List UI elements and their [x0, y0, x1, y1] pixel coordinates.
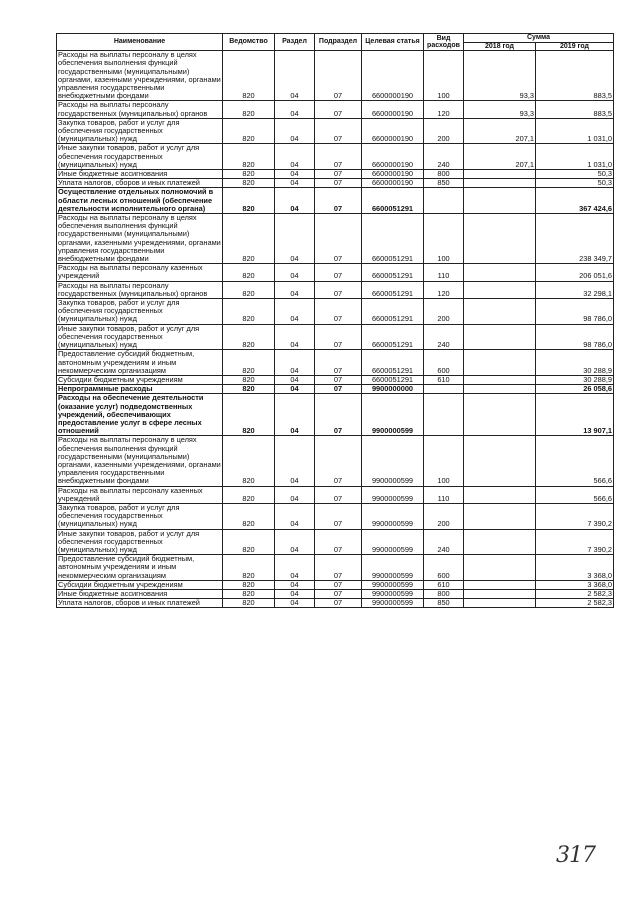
row-sum-2018 [464, 394, 536, 436]
row-name: Предоставление субсидий бюджетным, автономным учреждениям и иным некоммерческим организациям [57, 555, 223, 581]
row-section: 04 [275, 350, 315, 376]
row-sum-2018 [464, 170, 536, 179]
row-sum-2019: 98 786,0 [536, 324, 614, 350]
row-dept: 820 [223, 299, 275, 325]
row-kind: 800 [424, 589, 464, 598]
row-sum-2019: 1 031,0 [536, 144, 614, 170]
row-dept: 820 [223, 324, 275, 350]
table-row [57, 324, 614, 350]
row-dept: 820 [223, 350, 275, 376]
row-name: Субсидии бюджетным учреждениям [57, 580, 223, 589]
row-sum-2018 [464, 188, 536, 214]
table-row [57, 118, 614, 144]
row-dept: 820 [223, 503, 275, 529]
row-sum-2019: 30 288,9 [536, 350, 614, 376]
row-kind: 800 [424, 170, 464, 179]
row-sum-2019: 3 368,0 [536, 555, 614, 581]
table-row [57, 529, 614, 555]
row-kind: 120 [424, 101, 464, 118]
row-name: Расходы на выплаты персоналу в целях обеспечения выполнения функций государственными (муниципальными) органами, казенными учреждениями, органами управления государственными внебюджетными фондами [58, 50, 221, 101]
row-name: Закупка товаров, работ и услуг для обеспечения государственных (муниципальных) нужд [57, 299, 223, 325]
row-sum-2019: 98 786,0 [536, 299, 614, 325]
row-target: 9900000599 [362, 436, 424, 486]
row-sum-2019: 206 051,6 [536, 264, 614, 281]
row-sum-2019: 3 368,0 [536, 580, 614, 589]
row-dept: 820 [223, 529, 275, 555]
row-sum-2018 [464, 324, 536, 350]
row-name: Уплата налогов, сборов и иных платежей [57, 179, 223, 188]
row-section: 04 [275, 51, 315, 101]
row-section: 04 [275, 179, 315, 188]
row-section: 04 [275, 580, 315, 589]
header-subsection: Подраздел [315, 34, 362, 51]
row-kind: 850 [424, 599, 464, 608]
row-target: 6600051291 [362, 281, 424, 298]
row-sum-2018 [464, 436, 536, 486]
table-row [57, 503, 614, 529]
row-target: 6600051291 [362, 350, 424, 376]
row-section: 04 [275, 436, 315, 486]
row-subsection: 07 [315, 599, 362, 608]
row-sum-2019: 883,5 [536, 51, 614, 101]
row-name: Осуществление отдельных полномочий в области лесных отношений (обеспечение деятельности исполнительного органа) [57, 188, 223, 214]
table-row [57, 599, 614, 608]
row-sum-2019: 883,5 [536, 101, 614, 118]
row-sum-2019: 13 907,1 [536, 394, 614, 436]
row-name: Иные закупки товаров, работ и услуг для обеспечения государственных (муниципальных) нужд [57, 529, 223, 555]
row-kind [424, 188, 464, 214]
row-kind [424, 394, 464, 436]
header-kind: Вид расходов [424, 34, 464, 51]
row-target: 6600000190 [362, 51, 424, 101]
row-target: 9900000599 [362, 486, 424, 503]
table-row [57, 188, 614, 214]
table-row [57, 101, 614, 118]
row-section: 04 [275, 529, 315, 555]
row-target: 9900000599 [362, 589, 424, 598]
budget-table [56, 33, 614, 608]
row-section: 04 [275, 599, 315, 608]
row-target: 9900000599 [362, 555, 424, 581]
row-kind: 120 [424, 281, 464, 298]
table-body [57, 51, 614, 608]
row-subsection: 07 [315, 529, 362, 555]
row-sum-2018 [464, 503, 536, 529]
row-subsection: 07 [315, 555, 362, 581]
row-kind: 240 [424, 529, 464, 555]
row-subsection: 07 [315, 188, 362, 214]
row-subsection: 07 [315, 580, 362, 589]
row-sum-2019: 2 582,3 [536, 599, 614, 608]
row-dept: 820 [223, 144, 275, 170]
row-sum-2018 [464, 529, 536, 555]
row-section: 04 [275, 324, 315, 350]
row-sum-2018: 93,3 [464, 101, 536, 118]
row-target: 6600000190 [362, 170, 424, 179]
row-sum-2019: 26 058,6 [536, 385, 614, 394]
row-name: Закупка товаров, работ и услуг для обеспечения государственных (муниципальных) нужд [57, 118, 223, 144]
row-dept: 820 [223, 118, 275, 144]
row-sum-2018: 207,1 [464, 118, 536, 144]
table-row [57, 436, 614, 486]
row-target: 6600051291 [362, 264, 424, 281]
header-dept: Ведомство [223, 34, 275, 51]
row-kind: 200 [424, 118, 464, 144]
row-name: Расходы на выплаты персоналу государственных (муниципальных) органов [57, 281, 223, 298]
table-row [57, 264, 614, 281]
row-subsection: 07 [315, 299, 362, 325]
row-sum-2018 [464, 589, 536, 598]
row-name: Субсидии бюджетным учреждениям [57, 375, 223, 384]
table-row [57, 555, 614, 581]
row-subsection: 07 [315, 281, 362, 298]
row-kind [424, 385, 464, 394]
row-section: 04 [275, 299, 315, 325]
row-subsection: 07 [315, 264, 362, 281]
row-target: 6600051291 [362, 375, 424, 384]
row-sum-2019: 30 288,9 [536, 375, 614, 384]
row-sum-2018: 93,3 [464, 51, 536, 101]
row-name: Расходы на выплаты персоналу в целях обеспечения выполнения функций государственными (муниципальными) органами, казенными учреждениями, органами управления государственными внебюджетными фондами [58, 435, 221, 486]
row-kind: 200 [424, 299, 464, 325]
row-subsection: 07 [315, 51, 362, 101]
row-target: 6600051291 [362, 214, 424, 264]
row-subsection: 07 [315, 486, 362, 503]
row-section: 04 [275, 385, 315, 394]
row-section: 04 [275, 394, 315, 436]
row-sum-2019: 7 390,2 [536, 503, 614, 529]
row-subsection: 07 [315, 324, 362, 350]
row-kind: 610 [424, 580, 464, 589]
row-section: 04 [275, 486, 315, 503]
row-sum-2018 [464, 385, 536, 394]
row-kind: 100 [424, 51, 464, 101]
row-subsection: 07 [315, 503, 362, 529]
row-kind: 610 [424, 375, 464, 384]
row-sum-2018 [464, 486, 536, 503]
row-target: 6600000190 [362, 101, 424, 118]
row-dept: 820 [223, 385, 275, 394]
row-section: 04 [275, 281, 315, 298]
table-row [57, 394, 614, 436]
table-row [57, 350, 614, 376]
row-name: Расходы на выплаты персоналу государственных (муниципальных) органов [57, 101, 223, 118]
row-name: Уплата налогов, сборов и иных платежей [57, 599, 223, 608]
row-subsection: 07 [315, 144, 362, 170]
table-row [57, 144, 614, 170]
row-section: 04 [275, 555, 315, 581]
row-name: Закупка товаров, работ и услуг для обеспечения государственных (муниципальных) нужд [57, 503, 223, 529]
header-sum: Сумма [464, 34, 614, 43]
row-subsection: 07 [315, 101, 362, 118]
row-section: 04 [275, 214, 315, 264]
row-target: 6600000190 [362, 179, 424, 188]
header-2018: 2018 год [464, 42, 536, 51]
row-kind: 110 [424, 486, 464, 503]
row-sum-2019: 32 298,1 [536, 281, 614, 298]
header-section: Раздел [275, 34, 315, 51]
row-section: 04 [275, 118, 315, 144]
table-row [57, 51, 614, 101]
row-target: 9900000599 [362, 503, 424, 529]
row-target: 9900000000 [362, 385, 424, 394]
row-subsection: 07 [315, 394, 362, 436]
row-target: 9900000599 [362, 580, 424, 589]
row-section: 04 [275, 375, 315, 384]
header-target: Целевая статья [362, 34, 424, 51]
row-target: 6600000190 [362, 144, 424, 170]
row-sum-2018 [464, 555, 536, 581]
row-subsection: 07 [315, 350, 362, 376]
row-target: 9900000599 [362, 599, 424, 608]
table-row [57, 281, 614, 298]
row-sum-2019: 367 424,6 [536, 188, 614, 214]
row-sum-2019: 2 582,3 [536, 589, 614, 598]
row-section: 04 [275, 188, 315, 214]
row-dept: 820 [223, 436, 275, 486]
row-dept: 820 [223, 188, 275, 214]
row-sum-2019: 50,3 [536, 179, 614, 188]
row-kind: 100 [424, 436, 464, 486]
row-name: Иные бюджетные ассигнования [57, 170, 223, 179]
header-2019: 2019 год [536, 42, 614, 51]
row-dept: 820 [223, 264, 275, 281]
row-dept: 820 [223, 486, 275, 503]
row-sum-2019: 7 390,2 [536, 529, 614, 555]
row-sum-2018 [464, 214, 536, 264]
row-sum-2018 [464, 281, 536, 298]
row-section: 04 [275, 170, 315, 179]
row-section: 04 [275, 589, 315, 598]
row-subsection: 07 [315, 179, 362, 188]
row-subsection: 07 [315, 385, 362, 394]
row-sum-2018: 207,1 [464, 144, 536, 170]
row-target: 6600051291 [362, 324, 424, 350]
row-dept: 820 [223, 281, 275, 298]
row-sum-2018 [464, 599, 536, 608]
row-target: 6600051291 [362, 299, 424, 325]
row-subsection: 07 [315, 214, 362, 264]
row-name: Расходы на выплаты персоналу в целях обеспечения выполнения функций государственными (муниципальными) органами, казенными учреждениями, органами управления государственными внебюджетными фондами [58, 213, 221, 264]
row-sum-2018 [464, 299, 536, 325]
row-dept: 820 [223, 170, 275, 179]
row-name: Расходы на выплаты персоналу казенных учреждений [57, 486, 223, 503]
row-kind: 110 [424, 264, 464, 281]
row-name: Иные бюджетные ассигнования [57, 589, 223, 598]
row-name: Иные закупки товаров, работ и услуг для обеспечения государственных (муниципальных) нужд [57, 144, 223, 170]
row-sum-2018 [464, 350, 536, 376]
row-dept: 820 [223, 599, 275, 608]
row-kind: 600 [424, 350, 464, 376]
row-sum-2018 [464, 375, 536, 384]
row-kind: 200 [424, 503, 464, 529]
row-name: Расходы на выплаты персоналу казенных учреждений [57, 264, 223, 281]
row-dept: 820 [223, 51, 275, 101]
table-row [57, 299, 614, 325]
row-subsection: 07 [315, 375, 362, 384]
row-kind: 850 [424, 179, 464, 188]
row-sum-2019: 238 349,7 [536, 214, 614, 264]
row-name: Предоставление субсидий бюджетным, автономным учреждениям и иным некоммерческим организациям [57, 350, 223, 376]
row-dept: 820 [223, 179, 275, 188]
row-section: 04 [275, 503, 315, 529]
row-dept: 820 [223, 555, 275, 581]
row-section: 04 [275, 264, 315, 281]
row-kind: 600 [424, 555, 464, 581]
page-number: 317 [556, 843, 595, 868]
row-name: Расходы на обеспечение деятельности (оказание услуг) подведомственных учреждений, обеспечивающих предоставление услуг в сфере лесных отношений [57, 394, 223, 436]
row-dept: 820 [223, 375, 275, 384]
row-sum-2019: 566,6 [536, 486, 614, 503]
row-target: 6600000190 [362, 118, 424, 144]
row-sum-2019: 50,3 [536, 170, 614, 179]
header-name: Наименование [57, 34, 223, 51]
row-dept: 820 [223, 214, 275, 264]
table-row [57, 486, 614, 503]
row-sum-2019: 1 031,0 [536, 118, 614, 144]
row-sum-2019: 566,6 [536, 436, 614, 486]
row-dept: 820 [223, 580, 275, 589]
row-sum-2018 [464, 264, 536, 281]
row-name: Иные закупки товаров, работ и услуг для обеспечения государственных (муниципальных) нужд [57, 324, 223, 350]
table-row [57, 214, 614, 264]
row-dept: 820 [223, 589, 275, 598]
row-kind: 240 [424, 144, 464, 170]
row-subsection: 07 [315, 436, 362, 486]
row-section: 04 [275, 101, 315, 118]
row-target: 9900000599 [362, 529, 424, 555]
row-kind: 100 [424, 214, 464, 264]
row-target: 9900000599 [362, 394, 424, 436]
row-subsection: 07 [315, 589, 362, 598]
row-target: 6600051291 [362, 188, 424, 214]
row-name: Непрограммные расходы [57, 385, 223, 394]
row-sum-2018 [464, 580, 536, 589]
row-dept: 820 [223, 394, 275, 436]
row-kind: 240 [424, 324, 464, 350]
row-sum-2018 [464, 179, 536, 188]
row-subsection: 07 [315, 118, 362, 144]
row-dept: 820 [223, 101, 275, 118]
row-section: 04 [275, 144, 315, 170]
row-subsection: 07 [315, 170, 362, 179]
